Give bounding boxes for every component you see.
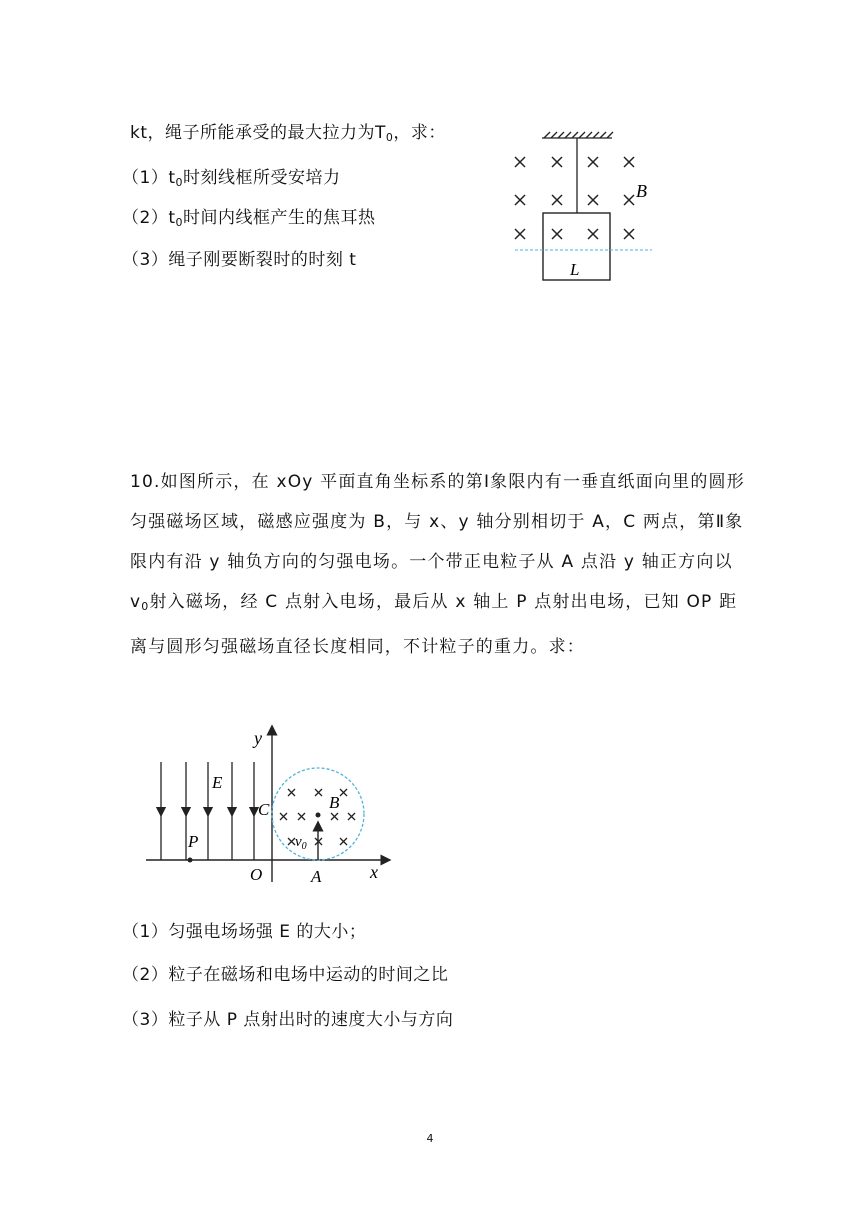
page-number: 4 [426, 1132, 434, 1145]
label-y: y [254, 728, 262, 748]
label-l: L [570, 260, 580, 279]
field-crosses [515, 157, 634, 239]
ceiling-hatch [542, 132, 613, 138]
circle-center [316, 813, 321, 818]
q10-problem-text: 10.如图所示，在 xOy 平面直角坐标系的第Ⅰ象限内有一垂直纸面向里的圆形匀强磁场区域，磁感应强度为 B，与 x、y 轴分别相切于 A，C 两点，第Ⅱ象限内有沿 y 轴负方向的匀强电场。一个带正电粒子从 A 点沿 y 轴正方向以$v_0$射入磁场，经 C 点射入电场，最后从 x 轴上 P 点射出电场，已知 OP 距离与圆形匀强磁场直径长度相同，不计粒子的重力。求： [130, 472, 745, 657]
q10-figure [138, 722, 398, 887]
q9-intro: kt，绳子所能承受的最大拉力为$T_0$，求： [130, 123, 446, 144]
label-x: x [370, 862, 378, 882]
label-o: O [250, 865, 263, 884]
q9-item-2: $(2)t_0$时间内线框产生的焦耳热 [122, 208, 376, 229]
q10-item-1: （1）匀强电场场强 E 的大小； [122, 922, 367, 942]
label-v0: $v_0$ [295, 834, 307, 852]
point-p [188, 858, 193, 863]
q10-item-3: （3）粒子从 P 点射出时的速度大小与方向 [122, 1010, 454, 1030]
label-c: C [258, 800, 270, 819]
label-e: E [212, 773, 223, 792]
q9-item-1: $(1)t_0$时刻线框所受安培力 [122, 168, 341, 189]
label-b: B [329, 793, 340, 812]
q9-item-3: （3）绳子刚要断裂时的时刻 t [122, 250, 357, 270]
q9-figure [500, 125, 670, 290]
electric-field-lines [161, 762, 254, 860]
label-p: P [188, 832, 199, 851]
label-a: A [311, 867, 322, 886]
label-b: B [636, 181, 647, 201]
q10-item-2: （2）粒子在磁场和电场中运动的时间之比 [122, 965, 449, 985]
